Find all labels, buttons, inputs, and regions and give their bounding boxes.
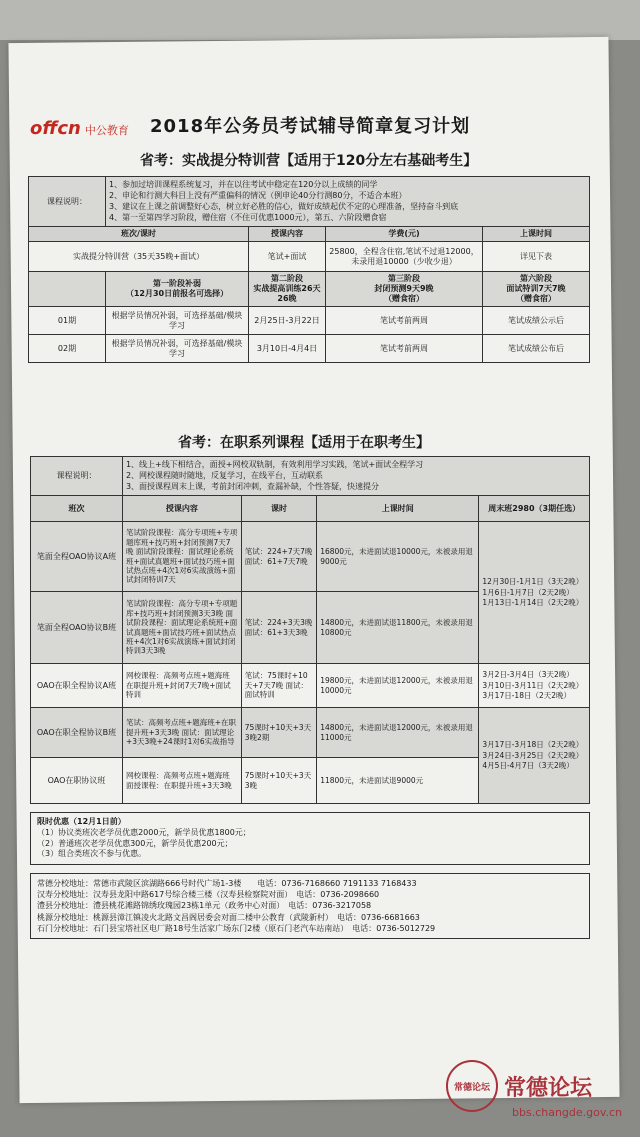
- desc-line: 1、参加过培训课程系统复习，并在以往考试中稳定在120分以上成绩的同学: [109, 180, 378, 189]
- section2-desc: [122, 457, 589, 496]
- h-class: 班次: [31, 496, 123, 522]
- top-shadow: [0, 0, 640, 40]
- weekend-date: 1月6日-1月7日（2天2晚）: [482, 587, 574, 597]
- offers-box: [30, 812, 590, 865]
- row-name: OAO在职协议班: [31, 758, 123, 804]
- period-p1: 根据学员情况补弱，可选择基础/模块学习: [106, 307, 249, 335]
- phase-1-sub: （12月30日前报名可选择）: [125, 289, 229, 298]
- period-p2: 2月25日-3月22日: [249, 307, 326, 335]
- header-time: 上课时间: [483, 227, 590, 242]
- phase-3: [326, 272, 483, 307]
- offcn-logo: [30, 118, 129, 139]
- forum-url: bbs.changde.gov.cn: [512, 1106, 623, 1119]
- period-p1: 根据学员情况补弱，可选择基础/模块学习: [106, 335, 249, 363]
- row-content: 笔试：高频考点班+题海班+在职提升班+3天3晚 面试：面试理论+3天3晚+24课时1对6实战指导: [122, 708, 241, 758]
- phase-6: [483, 272, 590, 307]
- row-content: 笔试阶段课程：高分专项班+专项题库班+技巧班+封闭预测7天7晚 面试阶段课程：面试理论系统班+面试真题班+面试技巧班+面试热点班+4次1对6实战演练+面试封闭特训7天: [122, 522, 241, 592]
- weekend-b: [479, 664, 590, 708]
- weekend-date: 3月10日-3月11日（2天2晚）: [482, 680, 584, 690]
- forum-watermark: [446, 1060, 592, 1112]
- weekend-date: 3月2日-3月4日（3天2晚）: [482, 670, 574, 680]
- row-hours: 75课时+10天+3天3晚: [241, 758, 316, 804]
- weekend-date: 1月13日-1月14日（2天2晚）: [482, 598, 584, 608]
- header-class: 班次/课时: [29, 227, 249, 242]
- section1-table: [28, 176, 590, 363]
- weekend-c: [479, 708, 590, 804]
- camp-fee: 25800，全程含住宿,笔试不过退12000，未录用退10000（少收少退）: [326, 242, 483, 272]
- row-time: 19800元，未进面试退12000元，未被录用退10000元: [317, 664, 479, 708]
- desc-line: 2、网校课程随时随地，反复学习，在线平台，互动联系: [125, 471, 324, 480]
- phase-1-title: 第一阶段补弱: [153, 279, 201, 288]
- row-name: 笔面全程OAO协议A班: [31, 522, 123, 592]
- period-p4: 笔试成绩公示后: [483, 307, 590, 335]
- phase-blank: [29, 272, 106, 307]
- phase-2: [249, 272, 326, 307]
- row-time: 16800元，未进面试退10000元，未被录用退9000元: [317, 522, 479, 592]
- phase-3-sub: 封闭预测9天9晚: [374, 284, 434, 293]
- row-name: OAO在职全程协议B班: [31, 708, 123, 758]
- offer-line: （2）普通班次老学员优惠300元，新学员优惠200元；: [37, 838, 233, 848]
- offers-title: 限时优惠（12月1日前）: [37, 817, 126, 826]
- row-content: 网校课程：高频考点班+题海班 在职提升班+封闭7天7晚+面试特训: [122, 664, 241, 708]
- desc-line: 1、线上+线下相结合，面授+网校双轨制，有效利用学习实践，笔试+面试全程学习: [125, 460, 424, 469]
- weekend-date: 4月5日-4月7日（3天2晚）: [482, 761, 574, 771]
- forum-name: 常德论坛: [504, 1074, 593, 1101]
- weekend-a: [479, 522, 590, 664]
- row-name: OAO在职全程协议A班: [31, 664, 123, 708]
- phase-1: [106, 272, 249, 307]
- offer-line: （1）协议类班次老学员优惠2000元，新学员优惠1800元；: [37, 827, 251, 837]
- section1-title: 省考：实战提分特训营【适用于120分左右基础考生】: [140, 153, 478, 169]
- phase-2-sub: 实战提高训练26天26晚: [253, 284, 321, 303]
- phase-2-title: 第二阶段: [271, 274, 303, 283]
- h-weekend: 周末班2980（3期任选）: [479, 496, 590, 522]
- branches-box: [30, 873, 590, 939]
- row-time: 14800元，未进面试退11800元，未被录用退10800元: [317, 592, 479, 664]
- section1-desc: [106, 177, 590, 227]
- logo-brand: offcn: [30, 118, 81, 139]
- row-hours: 笔试：224+7天7晚 面试：61+7天7晚: [241, 522, 316, 592]
- row-content: 笔试阶段课程：高分专项+专项题库+技巧班+封闭预测3天3晚 面试阶段课程：面试理论系统班+面试真题班+面试技巧班+面试热点班+4次1对6实战演练+面试封闭特训3天3晚: [122, 592, 241, 664]
- h-time: 上课时间: [317, 496, 479, 522]
- camp-time: 详见下表: [483, 242, 590, 272]
- phase-6-extra: （赠食宿）: [516, 294, 556, 303]
- weekend-date: 3月24日-3月25日（2天2晚）: [482, 750, 584, 760]
- camp-name: 实战提分特训营（35天35晚+面试）: [29, 242, 249, 272]
- header-fee: 学费(元): [326, 227, 483, 242]
- branch-line: 澧县分校地址：澧县桃花滩路锦绣玫瑰园23栋1单元（政务中心对面） 电话：0736-3217058: [37, 901, 372, 911]
- period-p2: 3月10日-4月4日: [249, 335, 326, 363]
- h-content: 授课内容: [122, 496, 241, 522]
- section1-desc-label: 课程说明：: [29, 177, 106, 227]
- branch-line: 桃源分校地址：桃源县漳江镇凌火北路文昌阁居委会对面二楼中公教育（武陵新村） 电话：0736-6681663: [37, 912, 420, 922]
- weekend-date: 3月17日-3月18日（2天2晚）: [482, 740, 584, 750]
- header-content: 授课内容: [249, 227, 326, 242]
- document-title: 2018年公务员考试辅导简章复习计划: [150, 116, 471, 137]
- offer-line: （3）组合类班次不参与优惠。: [37, 849, 147, 859]
- period-p3: 笔试考前两周: [326, 335, 483, 363]
- row-time: 11800元，未进面试退9000元: [317, 758, 479, 804]
- period-p3: 笔试考前两周: [326, 307, 483, 335]
- phase-6-title: 第六阶段: [520, 274, 552, 283]
- h-hours: 课时: [241, 496, 316, 522]
- phase-3-title: 第三阶段: [388, 274, 420, 283]
- desc-line: 3、建议在上课之前调整好心态，树立好必胜的信心，做好成绩起伏不定的心理准备，坚持奋斗到底: [109, 202, 459, 211]
- branch-line: 石门分校地址：石门县宝塔社区电厂路18号生活家广场东门2楼（原石门老汽车站南站） 电话：0736-5012729: [37, 923, 436, 933]
- row-name: 笔面全程OAO协议B班: [31, 592, 123, 664]
- forum-seal-icon: 常德论坛: [446, 1060, 498, 1112]
- desc-line: 3、面授课程周末上课，考前封闭冲刺，查漏补缺，个性答疑，快速提分: [125, 482, 380, 491]
- camp-content: 笔试+面试: [249, 242, 326, 272]
- phase-3-extra: （赠食宿）: [384, 294, 424, 303]
- period-name: 02期: [29, 335, 106, 363]
- row-time: 14800元，未进面试退12000元，未被录用退11000元: [317, 708, 479, 758]
- row-hours: 笔试：75课时+10天+7天7晚 面试：面试特训: [241, 664, 316, 708]
- section2-table: [30, 456, 590, 804]
- branch-line: 汉寿分校地址：汉寿县龙阳中路617号综合楼三楼（汉寿县检察院对面） 电话：0736-2098660: [37, 890, 380, 900]
- branch-line: 常德分校地址：常德市武陵区滨湖路666号时代广场1-3楼 电话：0736-7168660 7191133 7168433: [37, 879, 417, 888]
- desc-line: 4、第一至第四学习阶段，赠住宿（不住可优惠1000元），第五、六阶段赠食宿: [109, 213, 387, 222]
- row-content: 网校课程：高频考点班+题海班 面授课程：在职提升班+3天3晚: [122, 758, 241, 804]
- section2-desc-label: 课程说明：: [31, 457, 123, 496]
- period-name: 01期: [29, 307, 106, 335]
- logo-cn: 中公教育: [84, 124, 129, 137]
- section2-title: 省考：在职系列课程【适用于在职考生】: [178, 435, 430, 451]
- row-hours: 笔试：224+3天3晚 面试：61+3天3晚: [241, 592, 316, 664]
- weekend-date: 3月17日-18日（2天2晚）: [482, 691, 572, 701]
- weekend-date: 12月30日-1月1日（3天2晚）: [482, 577, 584, 587]
- desc-line: 2、申论和行测大科目上没有严重偏科的情况（例申论40分行测80分，不适合本班）: [109, 191, 407, 200]
- row-hours: 75课时+10天+3天3晚2期: [241, 708, 316, 758]
- phase-6-sub: 面试特训7天7晚: [506, 284, 566, 293]
- period-p4: 笔试成绩公布后: [483, 335, 590, 363]
